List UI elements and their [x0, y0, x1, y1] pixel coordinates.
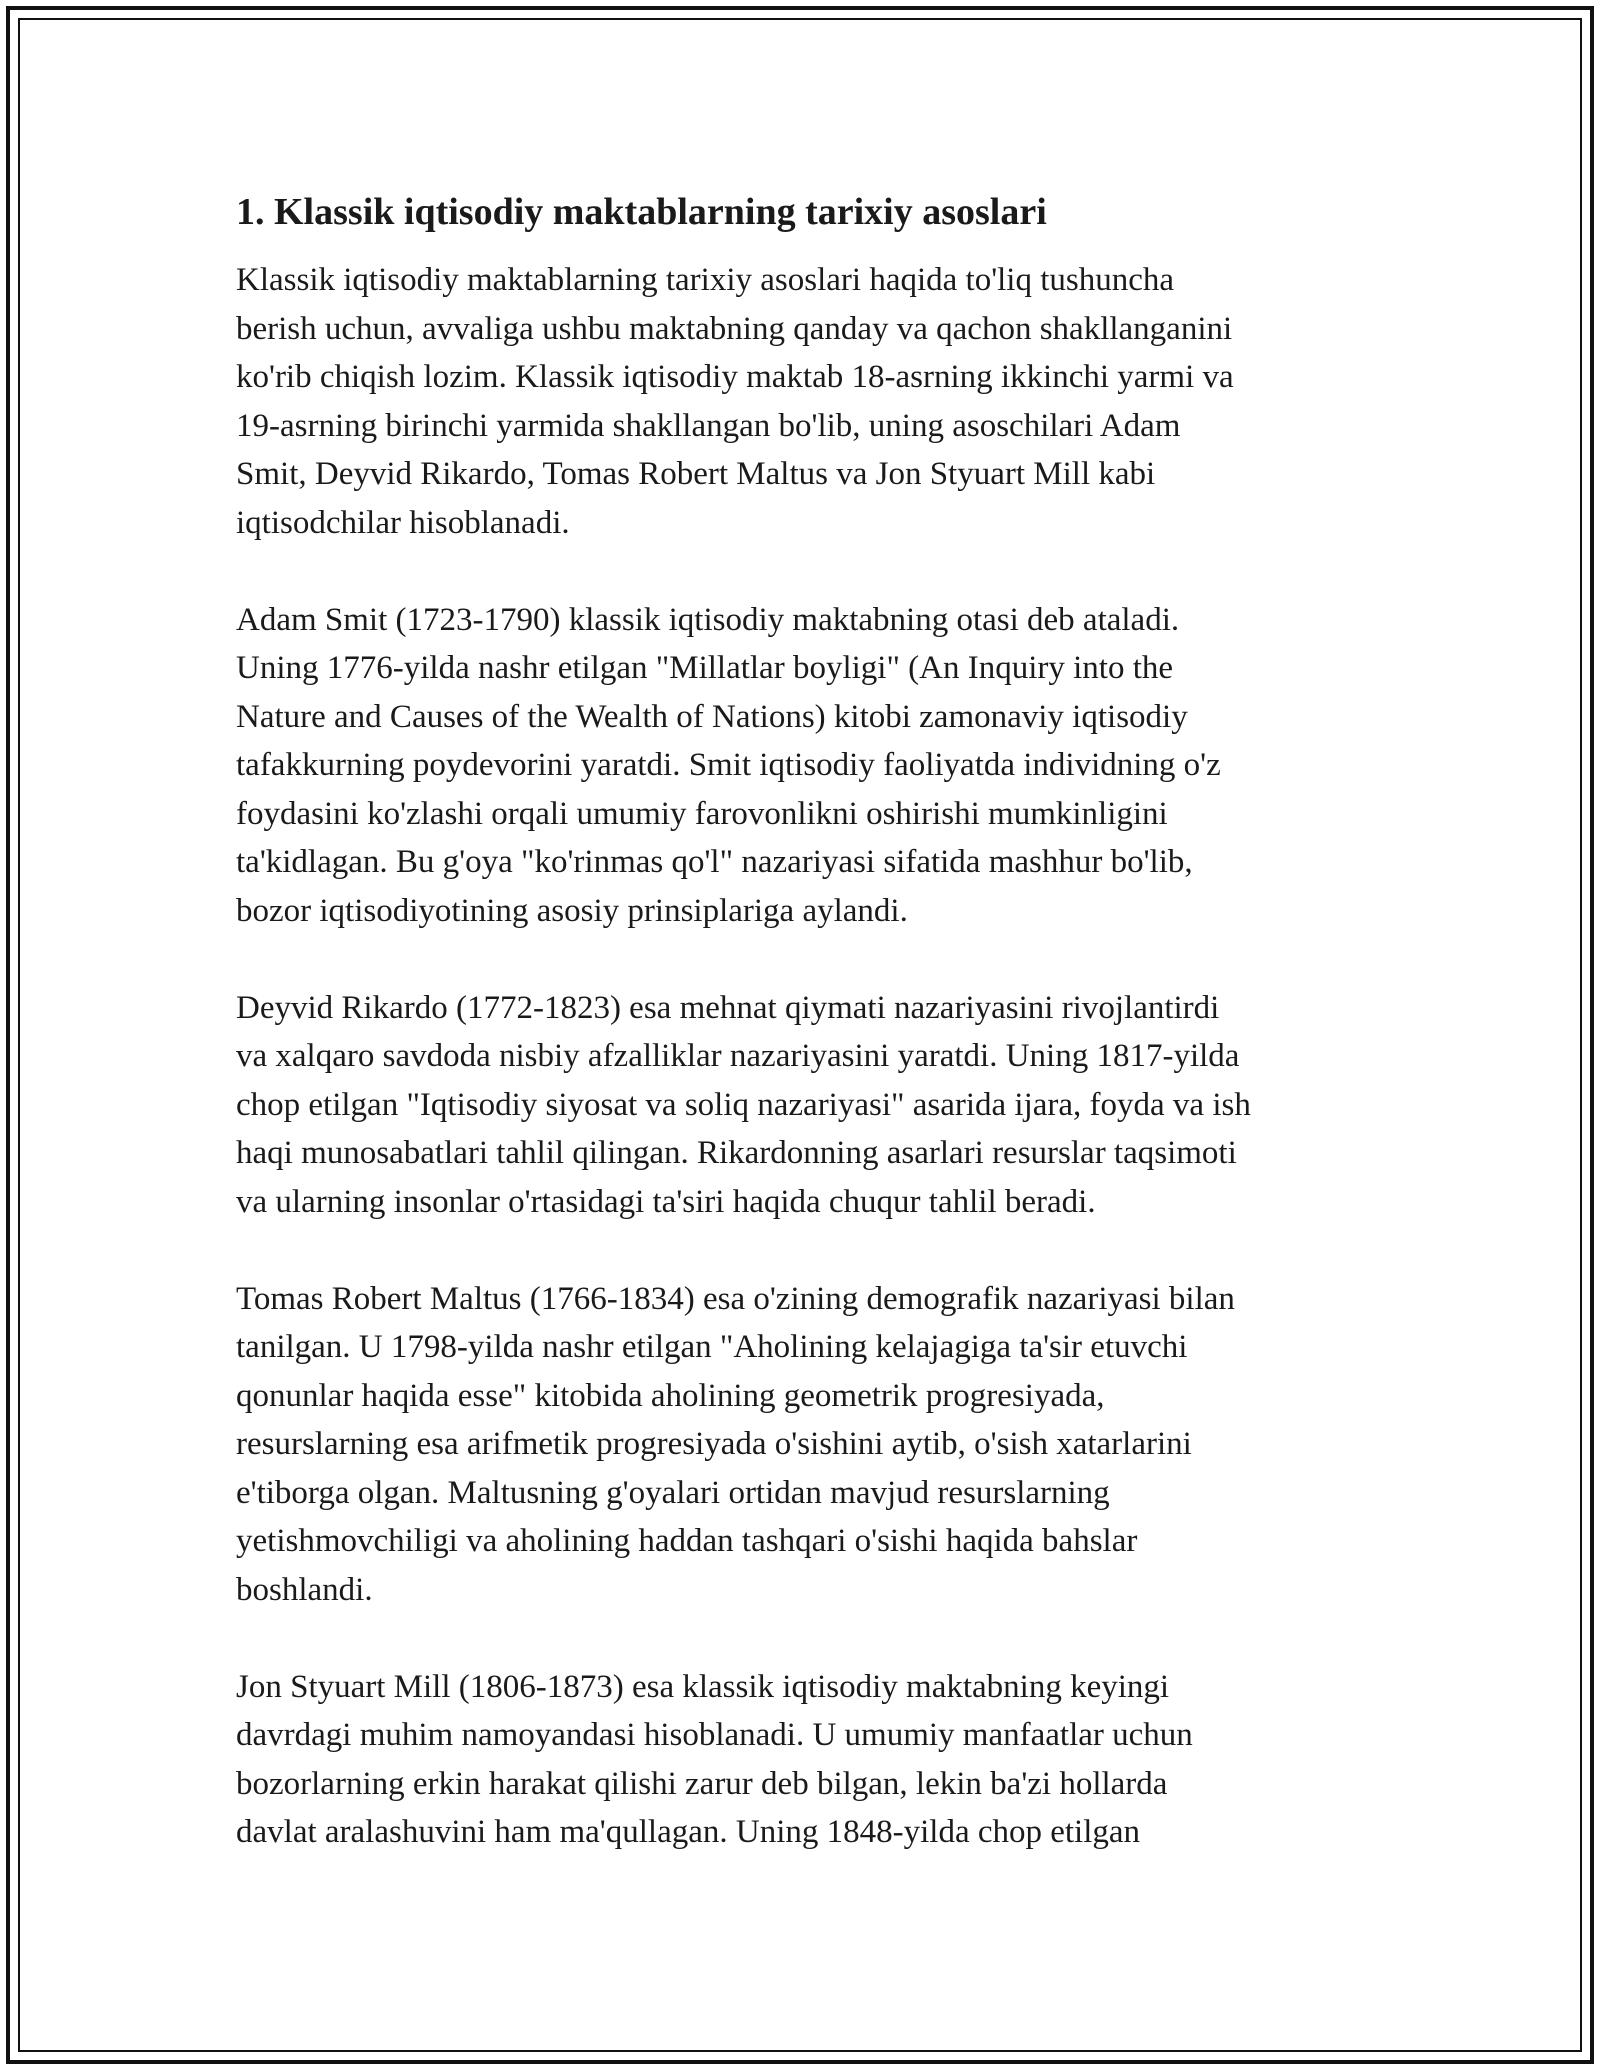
paragraph-adam-smit: Adam Smit (1723-1790) klassik iqtisodiy maktabning otasi deb ataladi. Uning 1776-yilda nashr etilgan "Millatlar boyligi" (An Inquiry into the Nature and Causes of the Wealth of Nations) kitobi zamonaviy iqtisodiy tafakkurning poydevorini yaratdi. Smit iqtisodiy faoliyatda individning o'z foydasini ko'zlashi orqali umumiy farovonlikni oshirishi mumkinligini ta'kidlagan. Bu g'oya "ko'rinmas qo'l" nazariyasi sifatida mashhur bo'lib, bozor iqtisodiyotining asosiy prinsiplariga aylandi.	[236, 601, 1221, 929]
paragraph-jon-mill: Jon Styuart Mill (1806-1873) esa klassik iqtisodiy maktabning keyingi davrdagi muhim namoyandasi hisoblanadi. U umumiy manfaatlar uchun bozorlarning erkin harakat qilishi zarur deb bilgan, lekin ba'zi hollarda davlat aralashuvini ham ma'qullagan. Uning 1848-yilda chop etilgan	[236, 1668, 1193, 1850]
section-title: 1. Klassik iqtisodiy maktablarning tarixiy asoslari	[236, 191, 1047, 233]
paragraph-tomas-maltus: Tomas Robert Maltus (1766-1834) esa o'zining demografik nazariyasi bilan tanilgan. U 1798-yilda nashr etilgan "Aholining kelajagiga ta'sir etuvchi qonunlar haqida esse" kitobida aholining geometrik progresiyada, resurslarning esa arifmetik progresiyada o'sishini aytib, o'sish xatarlarini e'tiborga olgan. Maltusning g'oyalari ortidan mavjud resurslarning yetishmovchiligi va aholining haddan tashqari o'sishi haqida bahslar boshlandi.	[236, 1280, 1235, 1608]
paragraph-deyvid-rikardo: Deyvid Rikardo (1772-1823) esa mehnat qiymati nazariyasini rivojlantirdi va xalqaro savdoda nisbiy afzalliklar nazariyasini yaratdi. Uning 1817-yilda chop etilgan "Iqtisodiy siyosat va soliq nazariyasi" asarida ijara, foyda va ish haqi munosabatlari tahlil qilingan. Rikardonning asarlari resurslar taqsimoti va ularning insonlar o'rtasidagi ta'siri haqida chuqur tahlil beradi.	[236, 989, 1251, 1220]
paragraph-intro: Klassik iqtisodiy maktablarning tarixiy asoslari haqida to'liq tushuncha berish uchun, avvaliga ushbu maktabning qanday va qachon shakllanganini ko'rib chiqish lozim. Klassik iqtisodiy maktab 18-asrning ikkinchi yarmi va 19-asrning birinchi yarmida shakllangan bo'lib, uning asoschilari Adam Smit, Deyvid Rikardo, Tomas Robert Maltus va Jon Styuart Mill kabi iqtisodchilar hisoblanadi.	[236, 262, 1234, 541]
document-body	[236, 186, 1376, 1905]
